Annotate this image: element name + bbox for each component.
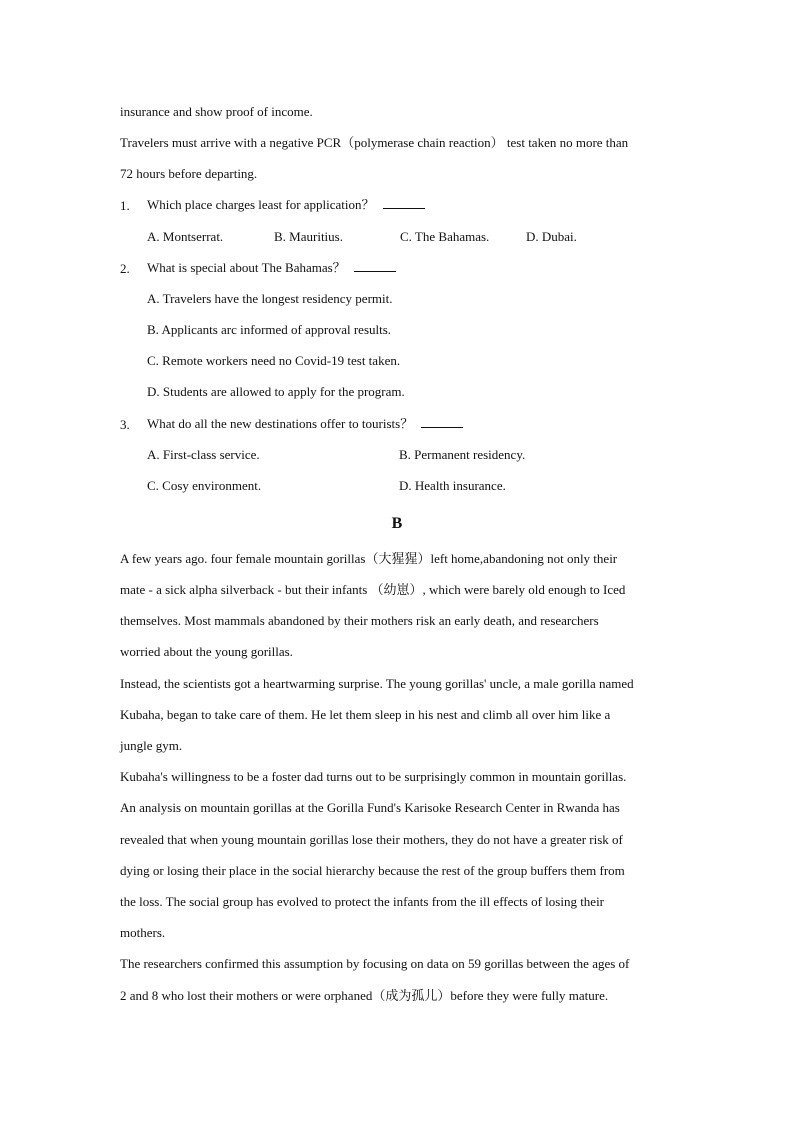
question-2-text: What is special about The Bahamas？ (147, 260, 346, 275)
q1-option-d: D. Dubai. (526, 229, 577, 244)
q1-option-c: C. The Bahamas. (400, 229, 490, 244)
passage-line: Kubaha, began to take care of them. He let them sleep in his nest and climb all over him like a (120, 707, 611, 722)
passage-line: A few years ago. four female mountain gorillas（大猩猩）left home,abandoning not only their (120, 551, 618, 566)
passage-line: mate - a sick alpha silverback - but their infants （幼崽）, which were barely old enough to Iced (120, 582, 626, 597)
question-2 (147, 259, 396, 277)
passage-line: themselves. Most mammals abandoned by their mothers risk an early death, and researchers (120, 613, 599, 628)
passage-line: jungle gym. (120, 738, 183, 753)
passage-line: the loss. The social group has evolved to protect the infants from the ill effects of losing their (120, 894, 605, 909)
answer-blank (354, 260, 396, 272)
q1-option-a: A. Montserrat. (147, 229, 224, 244)
question-3-text: What do all the new destinations offer to tourists？ (147, 416, 414, 431)
passage-line: worried about the young gorillas. (120, 644, 293, 659)
question-1-number: 1. (120, 198, 130, 213)
q3-option-a: A. First-class service. (147, 447, 260, 462)
passage-line: dying or losing their place in the social hierarchy because the rest of the group buffers them from (120, 863, 625, 878)
q2-option-b: B. Applicants arc informed of approval results. (147, 322, 392, 337)
question-3 (147, 415, 463, 433)
passage-line: Kubaha's willingness to be a foster dad turns out to be surprisingly common in mountain gorillas. (120, 769, 627, 784)
intro-line-1: insurance and show proof of income. (120, 104, 313, 119)
passage-line: An analysis on mountain gorillas at the Gorilla Fund's Karisoke Research Center in Rwanda has (120, 800, 620, 815)
answer-blank (421, 416, 463, 428)
question-3-number: 3. (120, 417, 130, 432)
q2-option-d: D. Students are allowed to apply for the program. (147, 384, 405, 399)
section-heading: B (391, 515, 403, 532)
passage-line: mothers. (120, 925, 166, 940)
q3-option-d: D. Health insurance. (399, 478, 506, 493)
question-1-text: Which place charges least for application？ (147, 197, 375, 212)
passage-line: revealed that when young mountain gorillas lose their mothers, they do not have a greater risk of (120, 832, 623, 847)
question-1 (147, 196, 425, 214)
passage-line: 2 and 8 who lost their mothers or were orphaned（成为孤儿）before they were fully mature. (120, 988, 609, 1003)
q3-option-b: B. Permanent residency. (399, 447, 526, 462)
question-2-number: 2. (120, 261, 130, 276)
q2-option-c: C. Remote workers need no Covid-19 test taken. (147, 353, 401, 368)
q1-option-b: B. Mauritius. (274, 229, 343, 244)
intro-line-2: Travelers must arrive with a negative PCR（polymerase chain reaction） test taken no more than (120, 135, 629, 150)
q3-option-c: C. Cosy environment. (147, 478, 262, 493)
intro-line-3: 72 hours before departing. (120, 166, 258, 181)
passage-line: The researchers confirmed this assumption by focusing on data on 59 gorillas between the ages of (120, 956, 630, 971)
answer-blank (383, 197, 425, 209)
q2-option-a: A. Travelers have the longest residency permit. (147, 291, 393, 306)
passage-line: Instead, the scientists got a heartwarming surprise. The young gorillas' uncle, a male gorilla named (120, 676, 634, 691)
